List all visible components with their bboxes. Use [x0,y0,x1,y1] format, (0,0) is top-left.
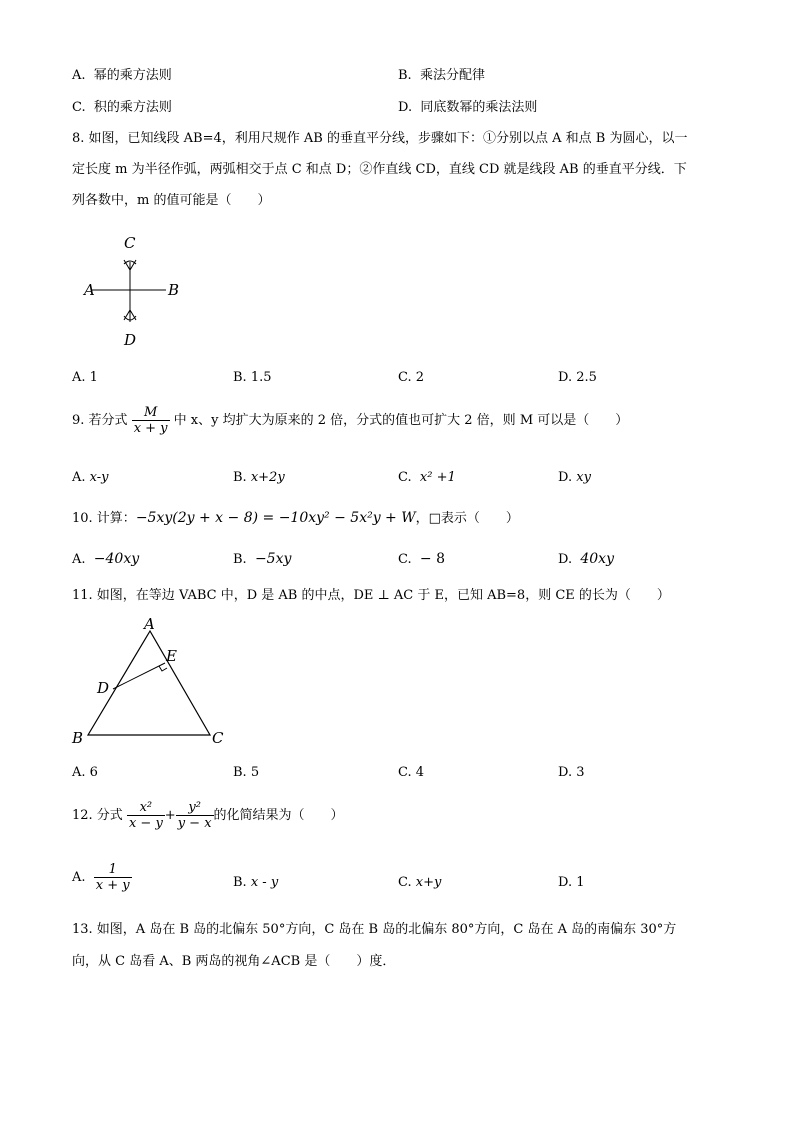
q9-stem: 9. 若分式 $\frac{M}{x + y}$ 中 x、y 均扩大为原来的 2 倍，分式的值也可扩大 2 倍，则 M 可以是（ ） [72,405,629,436]
label-c: C [124,234,136,252]
q11-stem: 11. 如图，在等边 VABC 中，D 是 AB 的中点，DE ⊥ AC 于 E，已知 AB=8，则 CE 的长为（ ） [72,588,670,603]
q8-option-c: C. 2 [398,370,425,385]
q9-fraction: $\frac{M}{x + y}$ [133,405,168,436]
q13-stem-line1: 13. 如图，A 岛在 B 岛的北偏东 50°方向，C 岛在 B 岛的北偏东 80°方向，C 岛在 A 岛的南偏东 30°方 [72,922,677,937]
q8-option-d: D. 2.5 [558,370,597,385]
q9-option-c: C. x² +1 [398,470,456,485]
q7-option-c: C. 积的乘方法则 [72,100,172,115]
q9-option-d: D. xy [558,470,591,485]
q12-fraction-2: $\frac{\text{y²}}{y - x}$ [177,800,212,831]
q12-stem: 12. 分式 $\frac{\text{x²}}{x - y}$ + $\frac{\text{y²}}{y - x}$ 的化简结果为（ ） [72,800,344,831]
label-d: D [124,331,137,349]
q10-stem: 10. 计算：−5xy(2y + x − 8) = −10xy² − 5x²y + W，□表示（ ） [72,510,519,526]
q9-option-a: A. x-y [72,470,109,485]
q8-stem-line3: 列各数中，m 的值可能是（ ） [72,193,271,208]
label-b: B [168,281,180,299]
q8-option-b: B. 1.5 [233,370,272,385]
segment-de [113,663,165,689]
label-a: A [144,615,155,633]
label-c: C [212,729,224,747]
q12-option-c: C. x+y [398,875,442,890]
label-e: E [166,647,177,665]
q8-option-a: A. 1 [72,370,98,385]
q8-perpendicular-bisector-figure [80,230,190,350]
q10-option-d: D. 40xy [558,551,614,567]
q13-stem-line2: 向，从 C 岛看 A、B 两岛的视角∠ACB 是（ ）度． [72,954,396,969]
q11-option-d: D. 3 [558,765,585,780]
q10-option-c: C. − 8 [398,551,445,567]
q12-option-a: A. $\frac{1}{x + y}$ [72,862,130,893]
q7-option-a: A. 幂的乘方法则 [72,68,172,83]
q8-stem-line2: 定长度 m 为半径作弧，两弧相交于点 C 和点 D；②作直线 CD，直线 CD 就是线段 AB 的垂直平分线．下 [72,162,687,177]
q12-fraction-1: $\frac{\text{x²}}{x - y}$ [128,800,163,831]
right-angle-mark [159,666,167,671]
label-a: A [84,281,95,299]
q7-option-b: B. 乘法分配律 [398,68,485,83]
label-d: D [97,679,110,697]
q11-option-c: C. 4 [398,765,425,780]
q11-equilateral-triangle-figure [66,615,236,750]
q10-option-b: B. −5xy [233,551,292,567]
q11-option-a: A. 6 [72,765,98,780]
q12-option-d: D. 1 [558,875,585,890]
q12-option-a-fraction: $\frac{1}{x + y}$ [95,862,130,893]
q12-option-b: B. x - y [233,875,279,890]
q11-option-b: B. 5 [233,765,260,780]
q7-option-d: D. 同底数幂的乘法法则 [398,100,538,115]
q10-option-a: A. −40xy [72,551,140,567]
q10-expression: −5xy(2y + x − 8) = −10xy² − 5x²y + W [135,510,416,526]
q9-option-b: B. x+2y [233,470,285,485]
q8-stem-line1: 8. 如图，已知线段 AB=4，利用尺规作 AB 的垂直平分线，步骤如下：①分别以点 A 和点 B 为圆心，以一 [72,131,688,146]
label-b: B [72,729,84,747]
